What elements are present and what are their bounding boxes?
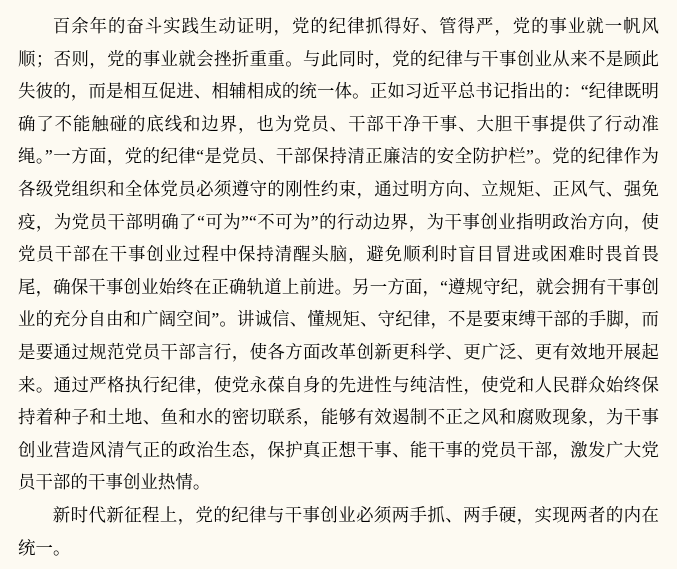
document-body <box>18 10 659 564</box>
paragraph-1: 百余年的奋斗实践生动证明，党的纪律抓得好、管得严，党的事业就一帆风顺；否则，党的事业就会挫折重重。与此同时，党的纪律与干事创业从来不是顾此失彼的，而是相互促进、相辅相成的统一体。正如习近平总书记指出的：“纪律既明确了不能触碰的底线和边界，也为党员、干部干净干事、大胆干事提供了行动准绳。”一方面，党的纪律“是党员、干部保持清正廉洁的安全防护栏”。党的纪律作为各级党组织和全体党员必须遵守的刚性约束，通过明方向、立规矩、正风气、强免疫，为党员干部明确了“可为”“不可为”的行动边界，为干事创业指明政治方向，使党员干部在干事创业过程中保持清醒头脑，避免顺利时盲目冒进或困难时畏首畏尾，确保干事创业始终在正确轨道上前进。另一方面，“遵规守纪，就会拥有干事创业的充分自由和广阔空间”。讲诚信、懂规矩、守纪律，不是要束缚干部的手脚，而是要通过规范党员干部言行，使各方面改革创新更科学、更广泛、更有效地开展起来。通过严格执行纪律，使党永葆自身的先进性与纯洁性，使党和人民群众始终保持着种子和土地、鱼和水的密切联系，能够有效遏制不正之风和腐败现象，为干事创业营造风清气正的政治生态，保护真正想干事、能干事的党员干部，激发广大党员干部的干事创业热情。 <box>18 16 659 493</box>
paragraph-2: 新时代新征程上，党的纪律与干事创业必须两手抓、两手硬，实现两者的内在统一。 <box>18 504 659 558</box>
